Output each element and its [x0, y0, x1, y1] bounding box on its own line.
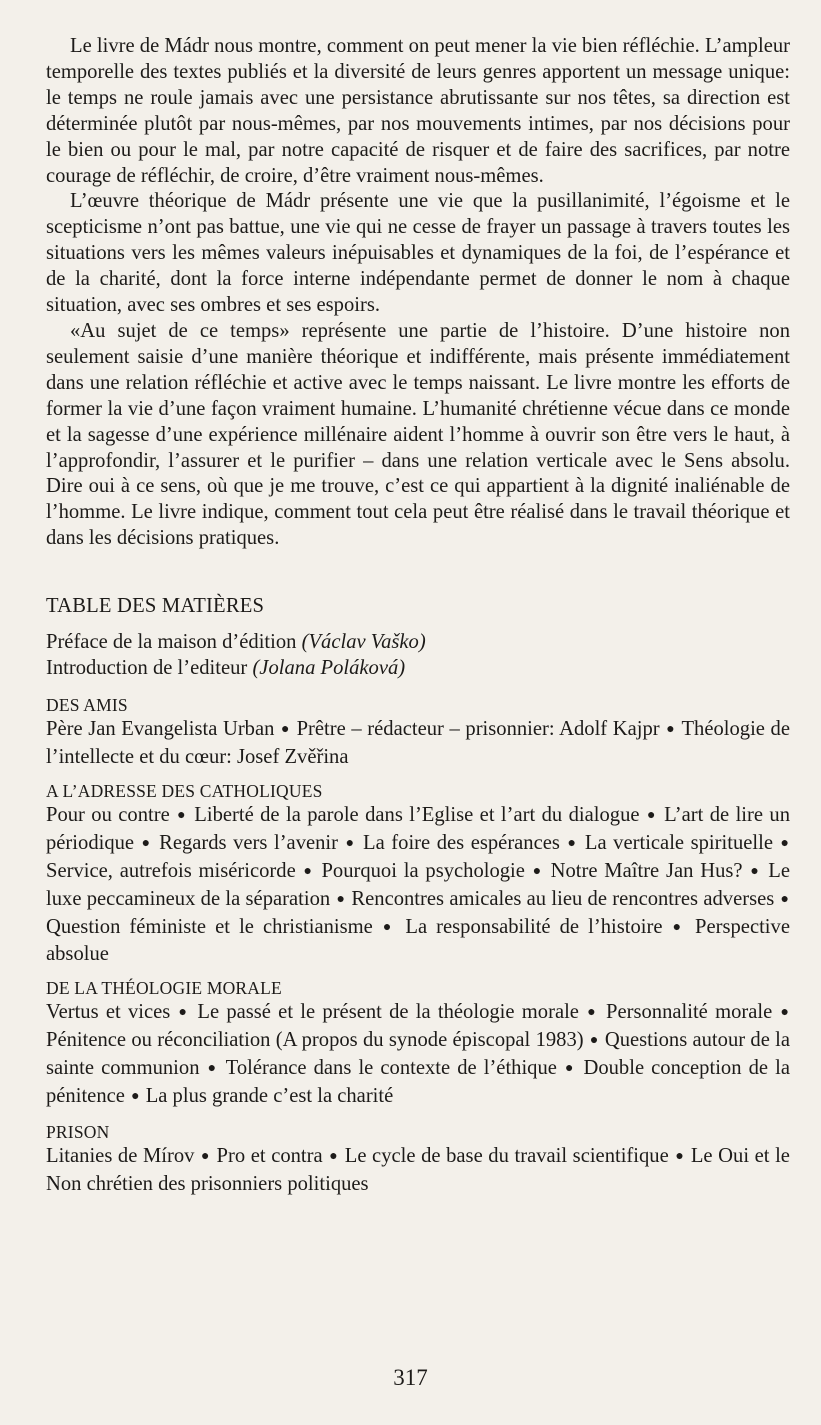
toc-bullet: ● [303, 863, 314, 879]
toc-section-title: DES AMIS [46, 695, 128, 716]
toc-item: Tolérance dans le contexte de l’éthique [225, 1057, 557, 1080]
toc-item: Père Jan Evangelista Urban [46, 718, 275, 741]
toc-item: Questions autour de la sainte communion [46, 1029, 790, 1080]
toc-bullet: ● [207, 1061, 218, 1077]
table-of-contents [46, 593, 790, 1198]
toc-bullet: ● [780, 1005, 789, 1021]
toc-item: Double conception de la pénitence [46, 1057, 790, 1108]
toc-item: L’art de lire un périodique [46, 803, 791, 854]
toc-section-title: DE LA THÉOLOGIE MORALE [46, 978, 282, 999]
toc-section-title: PRISON [46, 1122, 110, 1142]
toc-front-item-introduction [46, 655, 790, 681]
toc-item: Question féministe et le christianisme [46, 915, 373, 938]
toc-bullet: ● [281, 722, 290, 738]
toc-item: Pour ou contre [46, 803, 170, 826]
toc-item: Le cycle de base du travail scientifique [344, 1145, 669, 1167]
toc-item: Service, autrefois miséricorde [46, 859, 296, 882]
toc-bullet: ● [589, 1033, 599, 1049]
page-number: 317 [393, 1365, 428, 1390]
toc-bullet: ● [201, 1149, 210, 1164]
toc-bullet: ● [345, 835, 356, 851]
toc-section-title: A L’ADRESSE DES CATHOLIQUES [46, 780, 323, 801]
toc-item: Pénitence ou réconciliation (A propos du synode épiscopal 1983) [46, 1029, 584, 1052]
toc-section [46, 694, 790, 771]
toc-bullet: ● [675, 1149, 685, 1164]
toc-section [46, 977, 790, 1112]
toc-item: Le passé et le présent de la théologie morale [197, 1001, 579, 1024]
toc-bullet: ● [567, 835, 578, 851]
intro-paragraph-3: «Au sujet de ce temps» représente une partie de l’histoire. D’une histoire non seulement saisie d’une manière théorique et indifférente, mais présente immédiatement dans une relation réfléchie et active avec le temps naissant. Le livre montre les efforts de former la vie d’une façon vraiment humaine. L’humanité chrétienne vécue dans ce monde et la sagesse d’une expérience millénaire aident l’homme à ouvrir son être vers le haut, à l’approfondir, l’assurer et le purifier – dans une relation verticale avec le Sens absolu. Dire oui à ce sens, où que je me trouve, c’est ce qui appartient à la dignité inaliénable de l’homme. Le livre indique, comment tout cela peut être réalisé dans le travail théorique et dans les décisions pratiques. [46, 319, 790, 550]
toc-item: Le Oui et le Non chrétien des prisonniers politiques [46, 1145, 790, 1195]
toc-bullet: ● [382, 919, 396, 935]
toc-item: Rencontres amicales au lieu de rencontres adverses [351, 887, 775, 910]
toc-bullet: ● [336, 891, 346, 907]
toc-item: Vertus et vices [46, 1001, 171, 1024]
toc-section [46, 780, 790, 968]
toc-bullet: ● [141, 835, 152, 851]
toc-bullet: ● [565, 1061, 576, 1077]
toc-section-items [46, 803, 790, 968]
toc-bullet: ● [532, 863, 543, 879]
toc-item: La responsabilité de l’histoire [405, 915, 663, 938]
toc-bullet: ● [587, 1005, 598, 1021]
toc-item: La verticale spirituelle [584, 831, 773, 854]
toc-item: Le luxe peccamineux de la séparation [46, 859, 790, 910]
toc-front-author: (Václav Vaško) [301, 631, 426, 654]
toc-item: Litanies de Mírov [46, 1145, 195, 1167]
toc-bullet: ● [750, 863, 761, 879]
toc-item: Personnalité morale [606, 1001, 773, 1024]
toc-bullet: ● [646, 807, 657, 823]
toc-section-items [46, 717, 790, 771]
toc-item: Regards vers l’avenir [159, 831, 339, 854]
toc-front-item-preface [46, 629, 790, 655]
toc-item: Pourquoi la psychologie [321, 859, 525, 882]
toc-front-label: Préface de la maison d’édition [46, 631, 297, 654]
toc-bullet: ● [780, 835, 789, 851]
intro-paragraph-2: L’œuvre théorique de Mádr présente une vie que la pusillanimité, l’égoisme et le scepticisme n’ont pas battue, une vie qui ne cesse de frayer un passage à travers toutes les situations vers les mêmes valeurs inépuisables et dynamiques de la foi, de l’espérance et de la charité, dont la force interne indépendante permet de donner le nom à chaque situation, avec ses ombres et ses espoirs. [46, 190, 790, 317]
toc-front-matter [46, 629, 790, 681]
toc-item: Prêtre – rédacteur – prisonnier: Adolf Kajpr [296, 718, 660, 741]
toc-item: Perspective absolue [46, 915, 790, 966]
toc-bullet: ● [131, 1089, 140, 1105]
toc-item: Notre Maître Jan Hus? [550, 859, 743, 882]
toc-title: TABLE DES MATIÈRES [46, 595, 265, 618]
toc-item: Théologie de l’intellecte et du cœur: Josef Zvěřina [46, 718, 790, 769]
toc-item: Pro et contra [216, 1145, 323, 1167]
toc-item: La plus grande c’est la charité [145, 1085, 394, 1108]
page-content [46, 34, 790, 1207]
toc-bullet: ● [177, 807, 187, 823]
toc-section [46, 1121, 790, 1198]
toc-section-items [46, 1144, 790, 1198]
toc-bullet: ● [780, 891, 789, 907]
toc-sections [46, 694, 790, 1198]
toc-bullet: ● [329, 1149, 339, 1164]
toc-front-label: Introduction de l’editeur [46, 657, 248, 680]
toc-item: La foire des espérances [363, 831, 560, 854]
intro-text [46, 34, 790, 552]
toc-section-items [46, 1000, 790, 1112]
toc-bullet: ● [178, 1005, 190, 1021]
toc-bullet: ● [672, 919, 685, 935]
toc-front-author: (Jolana Poláková) [252, 657, 406, 680]
toc-item: Liberté de la parole dans l’Eglise et l’art du dialogue [194, 803, 640, 826]
toc-bullet: ● [666, 722, 676, 738]
intro-paragraph-1: Le livre de Mádr nous montre, comment on peut mener la vie bien réfléchie. L’ampleur temporelle des textes publiés et la diversité de leurs genres apportent un message unique: le temps ne roule jamais avec une persistance abrutissante sur nos têtes, sa direction est déterminée plutôt par nous-mêmes, par nos mouvements intimes, par nos décisions pour le bien ou pour le mal, par notre capacité de risquer et de faire des sacrifices, par notre courage de réfléchir, de croire, d’être vraiment nous-mêmes. [46, 35, 790, 187]
